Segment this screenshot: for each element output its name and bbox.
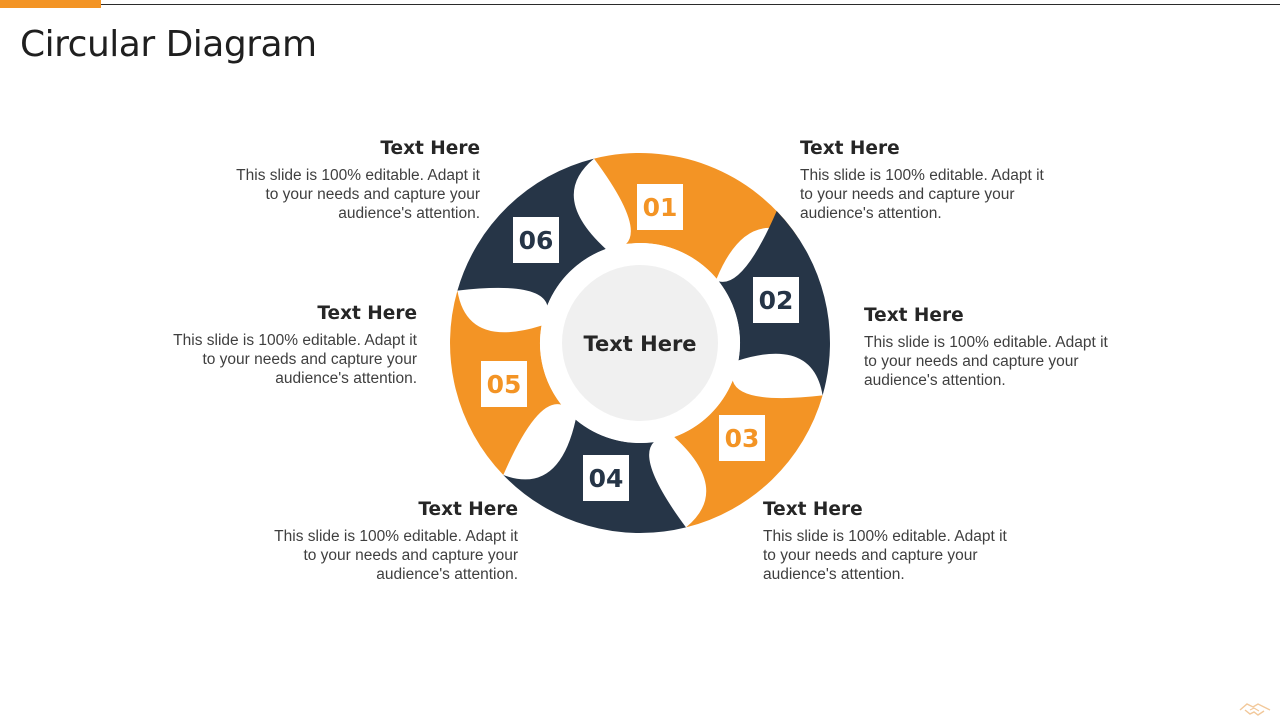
callout-body: This slide is 100% editable. Adapt it to your needs and capture your audience's attention.	[864, 334, 1108, 389]
callout-heading: Text Here	[380, 138, 480, 159]
callout-06	[220, 138, 480, 223]
callout-05	[157, 303, 417, 388]
callout-02	[864, 305, 1124, 390]
callout-04	[258, 499, 518, 584]
number-badge-03	[719, 415, 765, 461]
number-badge-label: 06	[518, 226, 554, 255]
callout-body: This slide is 100% editable. Adapt it to your needs and capture your audience's attention.	[173, 332, 417, 387]
number-badge-02	[753, 277, 799, 323]
number-badge-06	[513, 217, 559, 263]
number-badge-label: 05	[486, 370, 522, 399]
number-badge-label: 01	[642, 193, 678, 222]
number-badge-label: 03	[724, 424, 760, 453]
page-title: Circular Diagram	[20, 24, 317, 65]
callout-body: This slide is 100% editable. Adapt it to your needs and capture your audience's attention.	[800, 167, 1044, 222]
callout-body: This slide is 100% editable. Adapt it to your needs and capture your audience's attention.	[236, 167, 480, 222]
handshake-logo-icon	[1238, 700, 1272, 718]
callout-body: This slide is 100% editable. Adapt it to your needs and capture your audience's attention.	[274, 528, 518, 583]
callout-heading: Text Here	[317, 303, 417, 324]
callout-03	[763, 499, 1023, 584]
number-badge-label: 02	[758, 286, 794, 315]
callout-heading: Text Here	[763, 499, 863, 520]
callout-heading: Text Here	[864, 305, 964, 326]
number-badge-04	[583, 455, 629, 501]
number-badge-05	[481, 361, 527, 407]
callout-body: This slide is 100% editable. Adapt it to your needs and capture your audience's attention.	[763, 528, 1007, 583]
callout-01	[800, 138, 1060, 223]
center-label: Text Here	[583, 332, 697, 356]
callout-heading: Text Here	[418, 499, 518, 520]
callout-heading: Text Here	[800, 138, 900, 159]
number-badge-label: 04	[588, 464, 624, 493]
number-badge-01	[637, 184, 683, 230]
